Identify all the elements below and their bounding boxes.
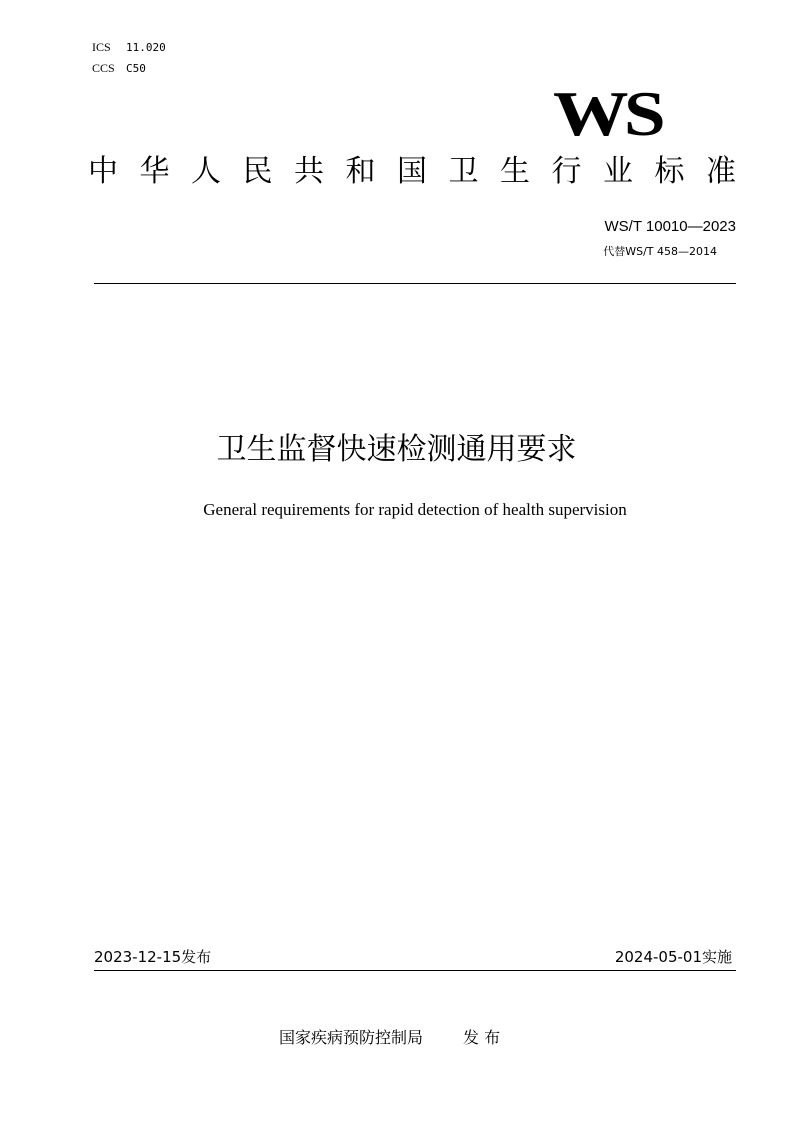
ics-label: ICS [92, 40, 111, 54]
standard-type-char: 标 [654, 154, 685, 189]
standard-type-char: 华 [139, 154, 170, 189]
issue-action: 发 布 [463, 1028, 501, 1047]
standard-type-char: 生 [500, 154, 530, 189]
ws-logo: WS [553, 78, 662, 149]
standard-number: WS/T 10010—2023 [604, 218, 736, 235]
ics-line [92, 40, 166, 55]
issuer-line [279, 1025, 500, 1048]
standard-type-char: 中 [88, 154, 118, 189]
replaces-standard: 代替WS/T 458—2014 [603, 245, 717, 258]
standard-type-char: 卫 [448, 154, 479, 189]
ccs-value: C50 [126, 62, 146, 75]
implementation-date: 2024-05-01实施 [614, 948, 732, 966]
document-title-zh: 卫生监督快速检测通用要求 [216, 432, 577, 467]
ccs-label: CCS [92, 61, 115, 75]
bottom-divider [94, 970, 736, 971]
ics-value: 11.020 [126, 41, 166, 54]
standard-type-char: 共 [294, 154, 324, 189]
ccs-line [92, 61, 146, 76]
standard-type-char: 业 [603, 154, 633, 189]
issue-date: 2023-12-15发布 [94, 948, 212, 966]
standard-type-char: 和 [345, 154, 376, 189]
standard-type-char: 民 [242, 154, 273, 189]
standard-type-heading [88, 152, 736, 192]
issuing-authority: 国家疾病预防控制局 [279, 1028, 424, 1047]
standard-type-char: 准 [706, 154, 736, 189]
document-title-en: General requirements for rapid detection of health supervision [203, 500, 627, 519]
standard-type-char: 人 [191, 154, 221, 189]
standard-type-char: 行 [551, 154, 582, 189]
top-divider [94, 283, 736, 284]
standard-type-char: 国 [397, 154, 427, 189]
